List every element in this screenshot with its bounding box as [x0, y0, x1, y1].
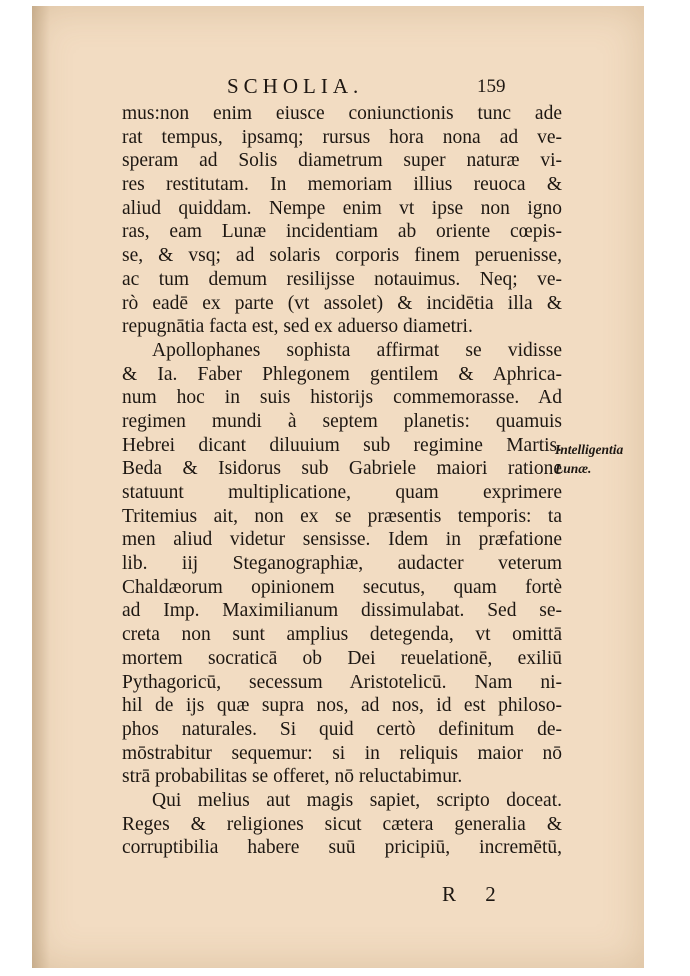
text-line: strā probabilitas se offeret, nō reluctabimur. — [122, 766, 463, 788]
text-line: repugnātia facta est, sed ex aduerso diametri. — [122, 316, 473, 338]
page-header — [32, 74, 644, 104]
text-line: lib. iij Steganographiæ, audacter veterum — [122, 553, 562, 575]
text-line: Tritemius ait, non ex se præsentis temporis: ta — [122, 505, 562, 527]
text-line: mus:non enim eiusce coniunctionis tunc ade — [122, 103, 562, 124]
text-line: corruptibilia habere suū pricipiū, incremētū, — [122, 837, 562, 859]
text-line: & Ia. Faber Phlegonem gentilem & Aphrica- — [122, 363, 562, 385]
text-line: Hebrei dicant diluuium sub regimine Martis. — [122, 434, 562, 456]
text-line: num hoc in suis historijs commemorasse. Ad — [122, 387, 562, 409]
text-line: rò eadē ex parte (vt assolet) & incidētia illa & — [122, 292, 562, 314]
text-line: aliud quiddam. Nempe enim vt ipse non igno — [122, 197, 562, 219]
text-line: ras, eam Lunæ incidentiam ab oriente cœpis- — [122, 221, 562, 243]
margin-note-line-1: Intelligentia — [555, 442, 624, 457]
text-line: se, & vsq; ad solaris corporis finem peruenisse, — [122, 245, 562, 267]
text-line: statuunt multiplicatione, quam exprimere — [122, 482, 562, 503]
text-line: Apollophanes sophista affirmat se vidisse — [152, 339, 562, 361]
text-line: res restitutam. In memoriam illius reuoca & — [122, 174, 562, 196]
text-line: ad Imp. Maximilianum dissimulabat. Sed se- — [122, 600, 562, 622]
text-line: ac tum demum resilijsse notauimus. Neq; ve- — [122, 268, 562, 290]
text-line: Chaldæorum opinionem secutus, quam fortè — [122, 576, 562, 598]
text-line: Qui melius aut magis sapiet, scripto doceat. — [152, 789, 562, 811]
page-gutter-shadow — [32, 6, 50, 968]
text-line: hil de ijs quæ supra nos, ad nos, id est philoso- — [122, 695, 562, 717]
text-line: regimen mundi à septem planetis: quamuis — [122, 410, 562, 432]
text-line: rat tempus, ipsamq; rursus hora nona ad ve- — [122, 126, 562, 148]
page-number: 159 — [477, 76, 506, 97]
book-page — [32, 6, 644, 968]
margin-note-line-2: Lunæ. — [555, 461, 592, 476]
text-line: men aliud videtur sensisse. Idem in præfatione — [122, 529, 562, 551]
text-line: mortem socraticā ob Dei reuelationē, exiliū — [122, 647, 562, 669]
text-line: Beda & Isidorus sub Gabriele maiori ratione — [122, 458, 562, 480]
text-line: phos naturales. Si quid certò definitum de- — [122, 718, 562, 740]
text-line: Reges & religiones sicut cætera generalia & — [122, 813, 562, 835]
text-line: mōstrabitur sequemur: si in reliquis maior nō — [122, 742, 562, 764]
margin-note — [555, 440, 641, 478]
running-head: SCHOLIA. — [227, 74, 364, 98]
text-line: creta non sunt amplius detegenda, vt omittā — [122, 624, 562, 646]
signature-mark: R 2 — [442, 882, 508, 906]
text-line: speram ad Solis diametrum super naturæ vi- — [122, 150, 562, 172]
body-text — [122, 102, 562, 860]
text-line: Pythagoricū, secessum Aristotelicū. Nam ni- — [122, 671, 562, 693]
